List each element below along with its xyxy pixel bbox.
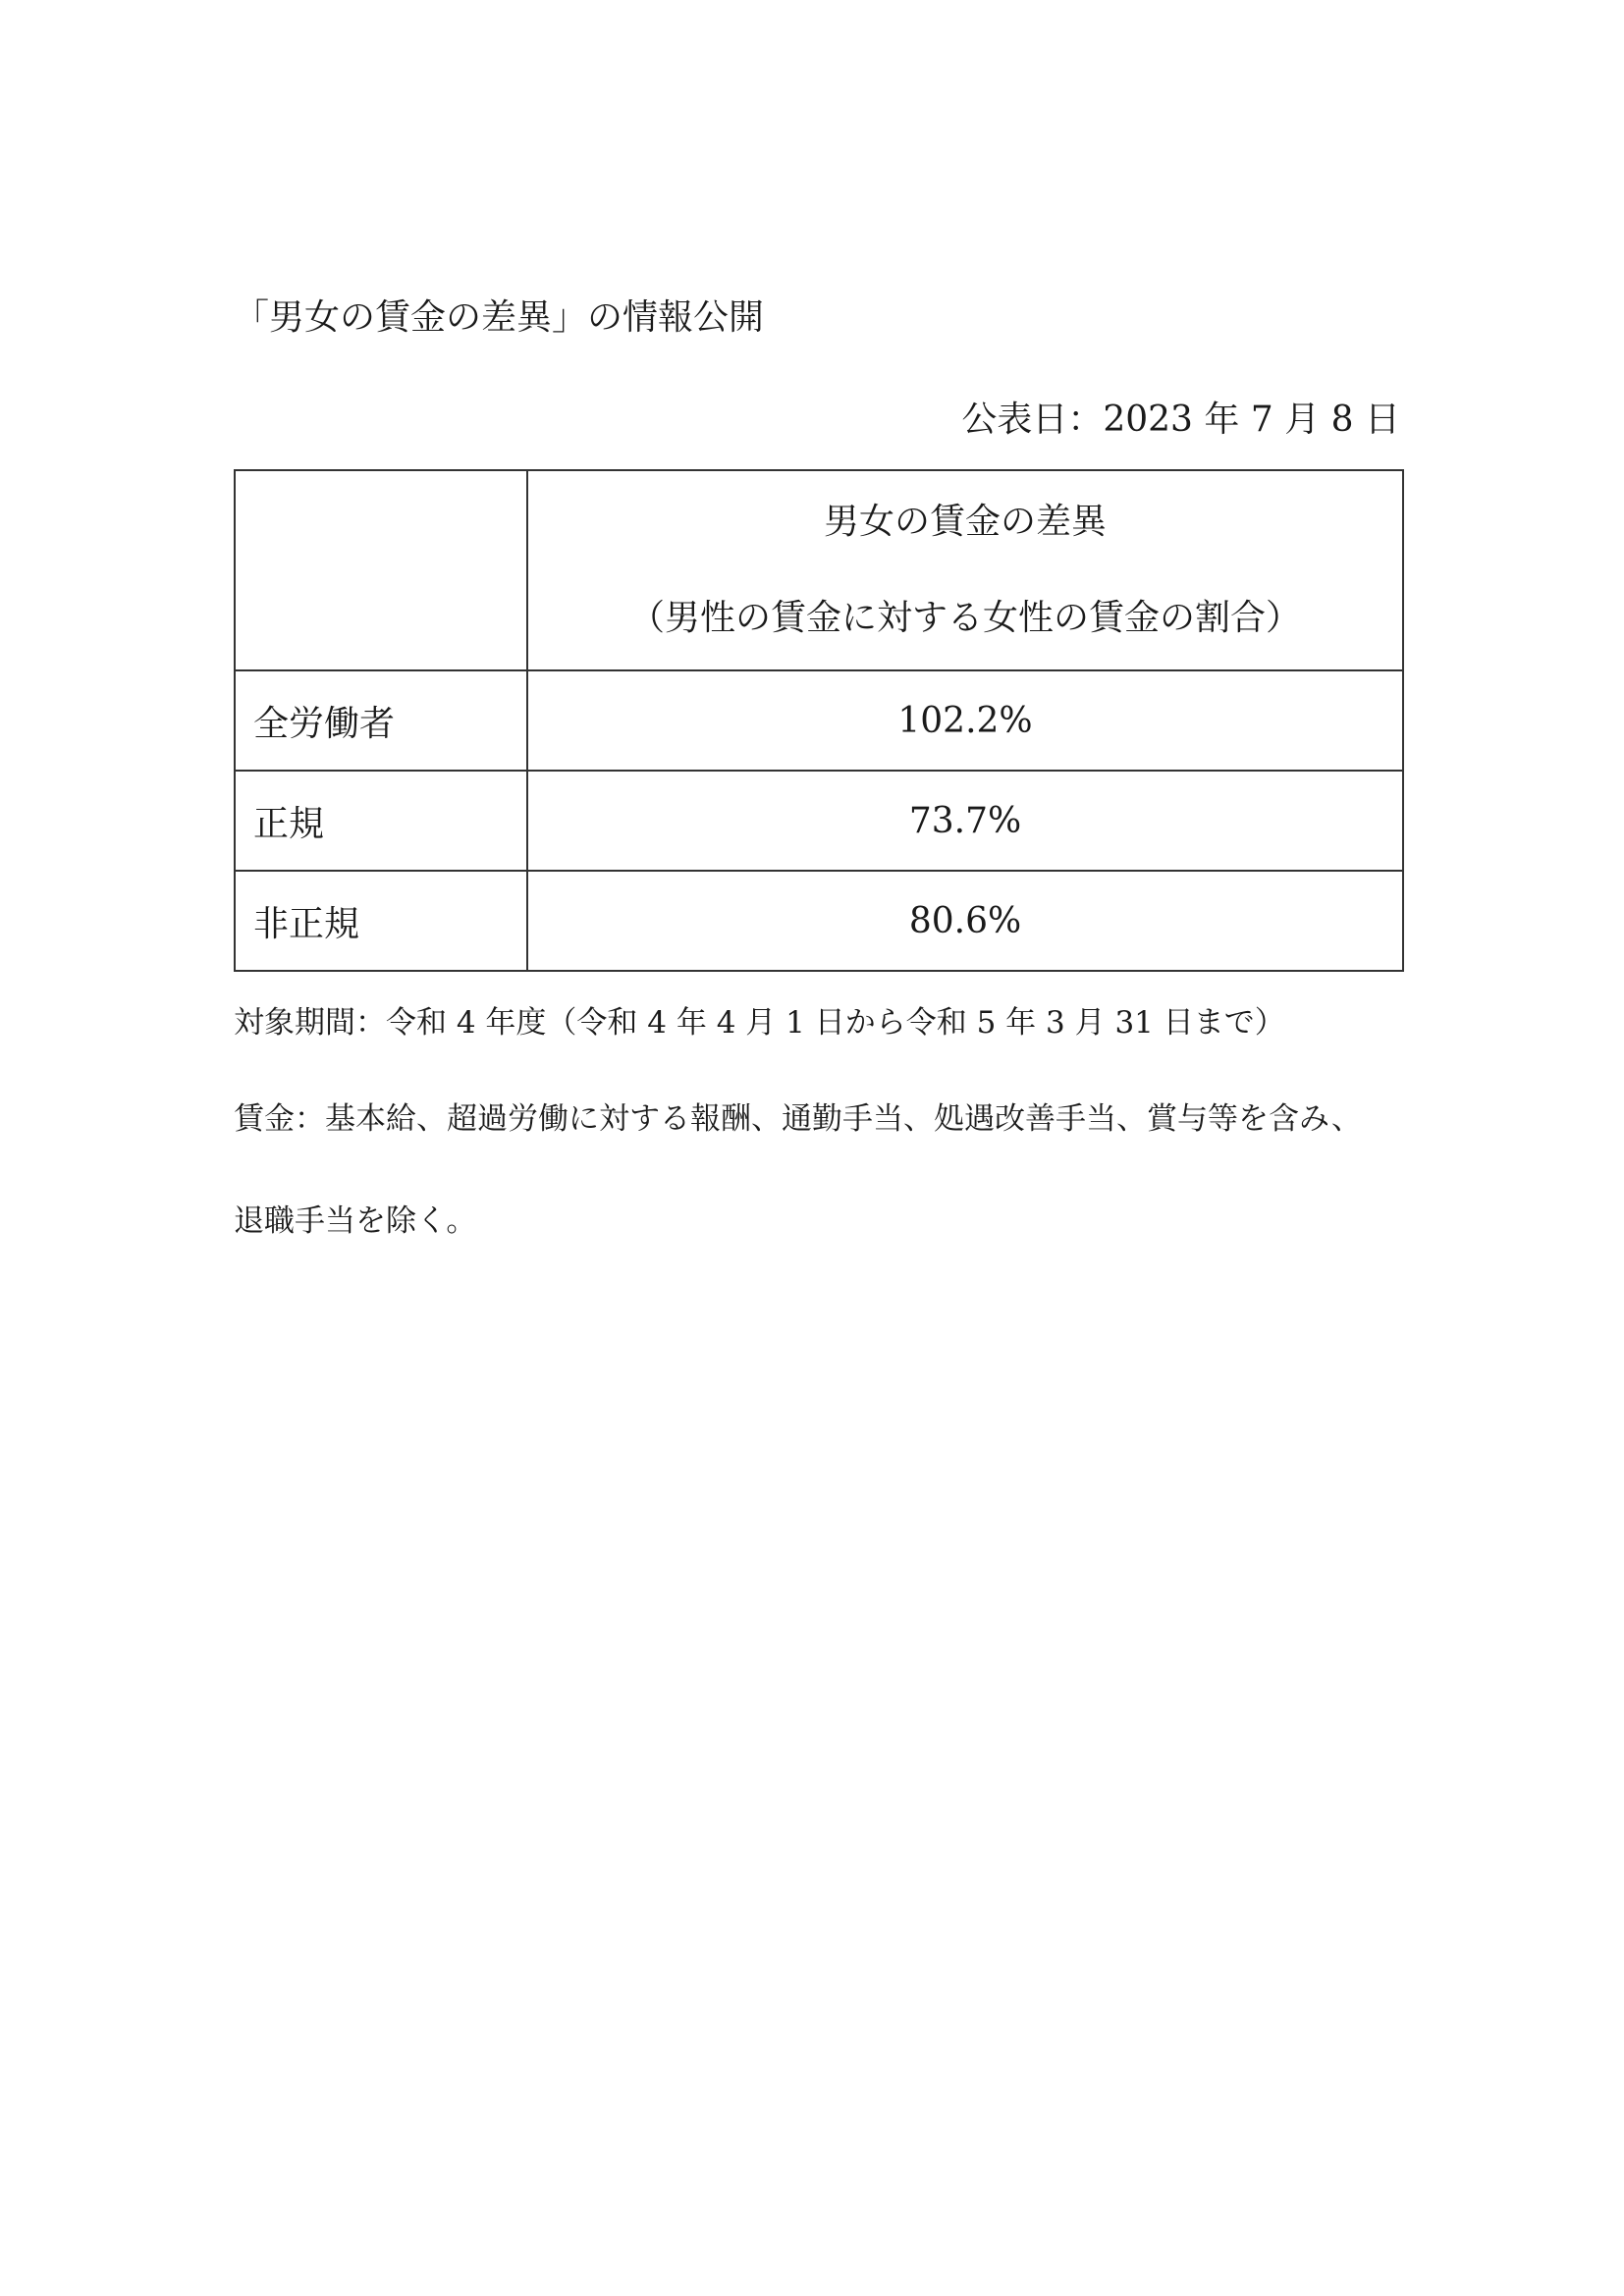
row-label: 非正規 bbox=[235, 871, 527, 971]
document-title: 「男女の賃金の差異」の情報公開 bbox=[234, 297, 765, 338]
wage-definition-note-line1: 賃金：基本給、超過労働に対する報酬、通勤手当、処遇改善手当、賞与等を含み、 bbox=[234, 1101, 1362, 1137]
table-header-empty-cell bbox=[235, 470, 527, 670]
row-value: 80.6% bbox=[527, 871, 1403, 971]
row-label: 全労働者 bbox=[235, 670, 527, 771]
row-value: 73.7% bbox=[527, 771, 1403, 871]
table-header-cell bbox=[527, 470, 1403, 670]
target-period-note: 対象期間：令和 4 年度（令和 4 年 4 月 1 日から令和 5 年 3 月 31 日まで） bbox=[234, 1005, 1285, 1041]
row-value: 102.2% bbox=[527, 670, 1403, 771]
wage-gap-table bbox=[234, 469, 1404, 972]
column-subtitle: （男性の賃金に対する女性の賃金の割合） bbox=[628, 598, 1301, 638]
column-title: 男女の賃金の差異 bbox=[823, 502, 1107, 542]
table-header-row bbox=[235, 470, 1403, 670]
table-row bbox=[235, 670, 1403, 771]
table-row bbox=[235, 871, 1403, 971]
wage-definition-note-line2: 退職手当を除く。 bbox=[234, 1203, 477, 1239]
table-row bbox=[235, 771, 1403, 871]
publication-date: 公表日：2023 年 7 月 8 日 bbox=[961, 400, 1400, 440]
row-label: 正規 bbox=[235, 771, 527, 871]
